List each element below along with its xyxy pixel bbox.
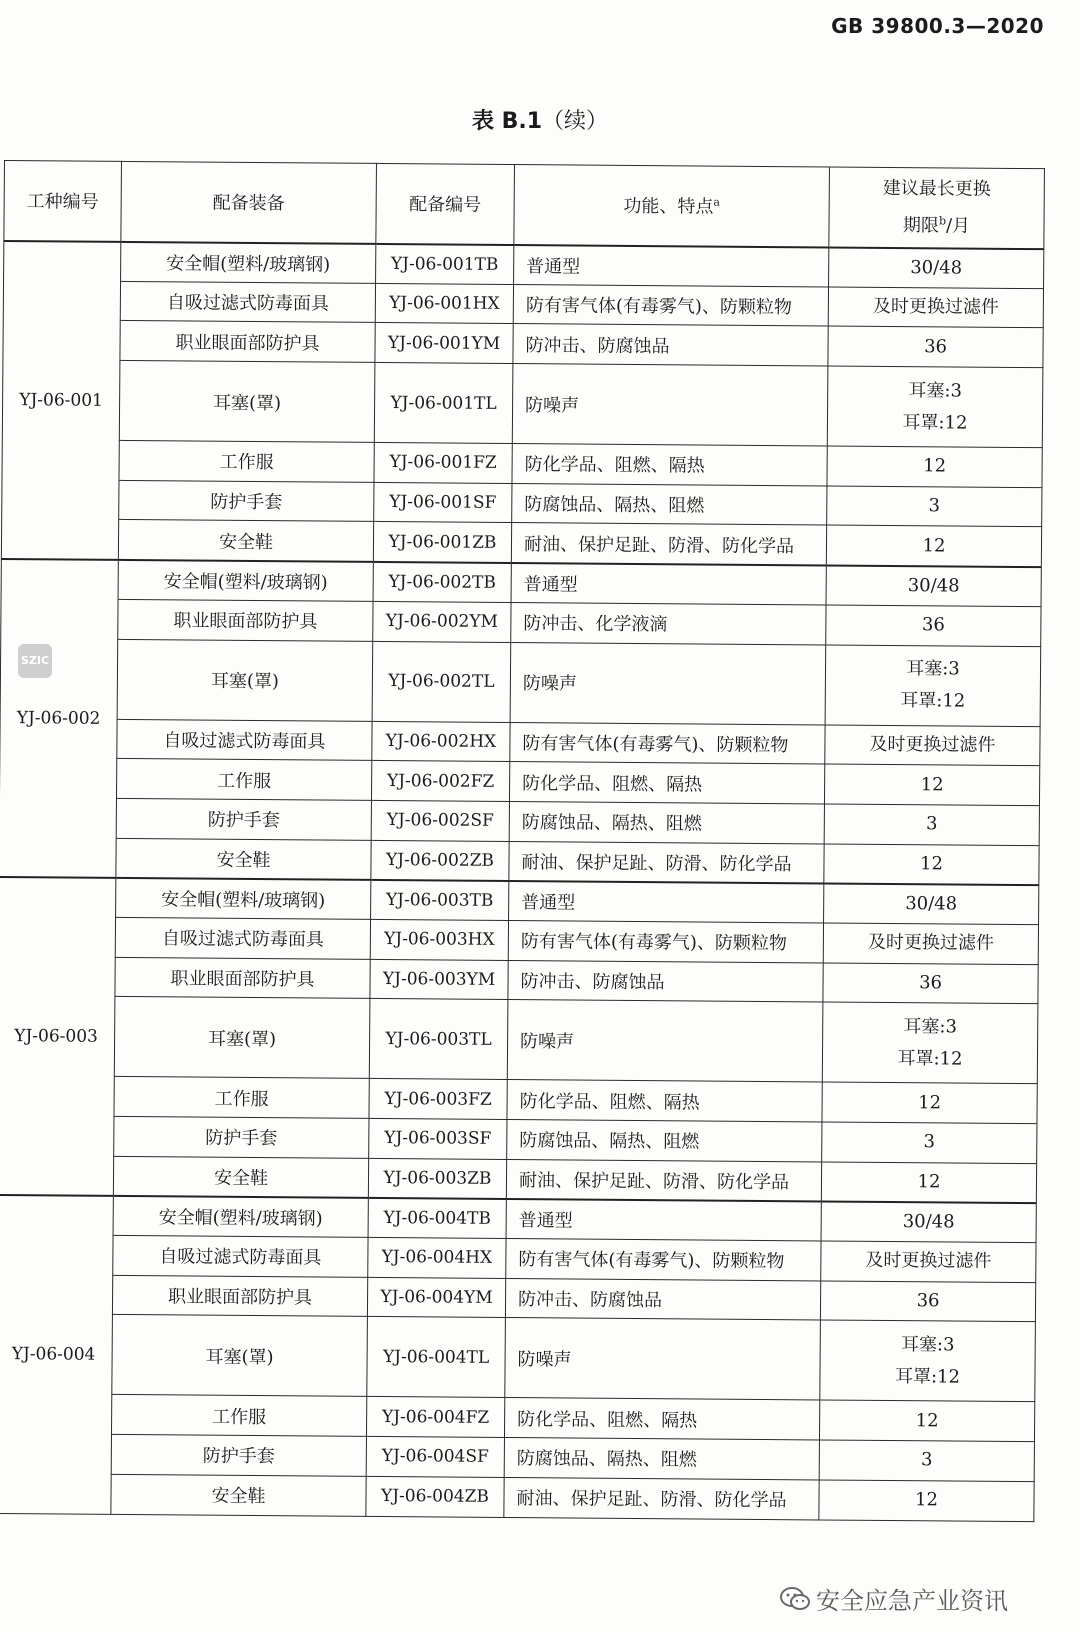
item-code-cell: YJ-06-001YM	[375, 323, 513, 364]
item-code-cell: YJ-06-001FZ	[374, 442, 512, 483]
equipment-cell: 自吸过滤式防毒面具	[120, 281, 375, 323]
equipment-cell: 防护手套	[119, 480, 374, 522]
cycle-value: 3	[920, 1449, 933, 1471]
equipment-table-wrapper	[0, 160, 1044, 1522]
cycle-value: 12	[918, 1091, 942, 1114]
function-cell: 防化学品、阻燃、隔热	[504, 1398, 819, 1440]
function-cell: 防化学品、阻燃、隔热	[507, 1080, 822, 1122]
stamp-logo: SZIC	[18, 644, 52, 678]
item-code-cell: YJ-06-002YM	[373, 601, 511, 642]
item-code-cell: YJ-06-002TL	[372, 641, 511, 722]
cycle-cell	[824, 804, 1039, 845]
function-cell: 防腐蚀品、隔热、阻燃	[507, 1119, 822, 1161]
cycle-value: 36	[921, 614, 945, 636]
table-body	[0, 241, 1044, 1522]
item-code-cell: YJ-06-002ZB	[371, 840, 509, 881]
item-code-cell: YJ-06-004SF	[366, 1437, 504, 1478]
table-row	[0, 996, 1038, 1084]
watermark	[780, 1581, 1008, 1616]
equipment-cell: 安全鞋	[111, 1474, 366, 1516]
equipment-cell: 工作服	[116, 759, 371, 801]
cycle-value: 12	[922, 534, 946, 556]
cycle-value: 12	[914, 1489, 939, 1511]
function-cell: 防冲击、防腐蚀品	[505, 1278, 820, 1320]
header-cycle-line1: 建议最长更换	[882, 177, 991, 200]
cycle-value: 耳塞:3	[900, 1334, 955, 1356]
equipment-cell: 工作服	[119, 440, 374, 482]
cycle-value: 12	[920, 773, 944, 795]
function-cell: 防腐蚀品、隔热、阻燃	[504, 1438, 819, 1480]
equipment-cell: 耳塞(罩)	[114, 997, 370, 1079]
table-row	[0, 1314, 1035, 1402]
cycle-cell	[824, 764, 1039, 805]
equipment-cell: 防护手套	[114, 1116, 369, 1158]
cycle-cell	[827, 486, 1042, 527]
cycle-cell	[828, 287, 1043, 328]
item-code-cell: YJ-06-004YM	[367, 1277, 505, 1318]
item-code-cell: YJ-06-004TL	[367, 1317, 506, 1398]
function-cell: 防冲击、化学液滴	[511, 602, 826, 644]
cycle-value: 3	[925, 813, 938, 835]
item-code-cell: YJ-06-001HX	[375, 283, 513, 324]
cycle-value: 耳罩:12	[894, 1365, 961, 1388]
cycle-value: 耳塞:3	[906, 658, 960, 680]
item-code-cell: YJ-06-003FZ	[369, 1079, 507, 1120]
header-item-code: 配备编号	[376, 163, 515, 244]
table-row	[2, 360, 1043, 448]
equipment-cell: 耳塞(罩)	[119, 360, 375, 442]
cycle-cell	[825, 644, 1041, 726]
equipment-cell: 安全帽(塑料/玻璃钢)	[113, 1196, 368, 1238]
cycle-value: 耳罩:12	[897, 1047, 963, 1070]
item-code-cell: YJ-06-004HX	[368, 1237, 506, 1278]
item-code-cell: YJ-06-001SF	[374, 482, 512, 523]
header-cycle-line2	[835, 204, 1037, 243]
equipment-table	[0, 160, 1045, 1522]
table-caption-suffix: （续）	[542, 109, 609, 134]
equipment-cell: 职业眼面部防护具	[112, 1275, 367, 1317]
function-cell: 防有害气体(有毒雾气)、防颗粒物	[513, 284, 828, 326]
equipment-cell: 自吸过滤式防毒面具	[115, 917, 370, 959]
header-cycle-note: b	[938, 214, 947, 228]
equipment-cell: 安全鞋	[118, 520, 373, 562]
cycle-value: 30/48	[905, 892, 958, 915]
group-code-cell: YJ-06-002	[0, 559, 118, 878]
cycle-value: 36	[924, 335, 948, 358]
header-cycle-line2-pre: 期限	[902, 214, 940, 237]
header-equipment: 配备装备	[121, 161, 377, 243]
function-cell: 耐油、保护足趾、防滑、防化学品	[506, 1159, 821, 1201]
function-cell: 防噪声	[507, 1000, 823, 1082]
function-cell: 普通型	[506, 1199, 821, 1241]
cycle-value: 30/48	[910, 256, 963, 279]
cycle-cell	[823, 923, 1038, 964]
function-cell: 普通型	[511, 563, 826, 605]
cycle-cell	[821, 1201, 1036, 1242]
equipment-cell: 安全帽(塑料/玻璃钢)	[121, 241, 376, 283]
function-cell: 防噪声	[510, 642, 826, 724]
cycle-cell	[822, 1002, 1038, 1084]
item-code-cell: YJ-06-003SF	[369, 1118, 507, 1159]
cycle-value: 36	[919, 972, 943, 994]
cycle-value: 及时更换过滤件	[865, 1250, 992, 1273]
cycle-value: 30/48	[907, 574, 960, 597]
item-code-cell: YJ-06-003ZB	[368, 1158, 506, 1199]
cycle-cell	[822, 1122, 1037, 1163]
equipment-cell: 防护手套	[116, 798, 371, 840]
table-caption	[0, 104, 1080, 135]
cycle-cell	[828, 326, 1043, 367]
function-cell: 防有害气体(有毒雾气)、防颗粒物	[510, 722, 825, 764]
function-cell: 防化学品、阻燃、隔热	[509, 762, 824, 804]
function-cell: 耐油、保护足趾、防滑、防化学品	[511, 523, 826, 565]
cycle-value: 3	[928, 495, 941, 517]
item-code-cell: YJ-06-002HX	[372, 721, 510, 762]
cycle-cell	[821, 1241, 1036, 1282]
cycle-cell	[824, 844, 1039, 885]
function-cell: 防噪声	[512, 364, 828, 446]
item-code-cell: YJ-06-001TL	[374, 362, 513, 443]
cycle-cell	[826, 565, 1041, 606]
group-code-cell: YJ-06-004	[0, 1195, 113, 1514]
cycle-cell	[820, 1281, 1035, 1322]
cycle-cell	[822, 1082, 1037, 1123]
equipment-cell: 自吸过滤式防毒面具	[113, 1235, 368, 1277]
item-code-cell: YJ-06-001ZB	[373, 522, 511, 563]
function-cell: 防有害气体(有毒雾气)、防颗粒物	[506, 1239, 821, 1281]
table-row	[0, 1473, 1034, 1521]
header-cycle-line2-post: /月	[945, 215, 971, 237]
equipment-cell: 工作服	[114, 1077, 369, 1119]
item-code-cell: YJ-06-003YM	[370, 959, 508, 1000]
table-row	[0, 638, 1041, 726]
item-code-cell: YJ-06-003TL	[369, 999, 508, 1080]
cycle-value: 36	[916, 1290, 940, 1312]
cycle-cell	[819, 1400, 1034, 1441]
item-code-cell: YJ-06-002SF	[371, 800, 509, 841]
cycle-cell	[826, 525, 1041, 566]
function-cell: 耐油、保护足趾、防滑、防化学品	[509, 841, 824, 883]
cycle-cell	[825, 724, 1040, 765]
function-cell: 防冲击、防腐蚀品	[513, 324, 828, 366]
item-code-cell: YJ-06-001TB	[376, 243, 514, 284]
header-group-code: 工种编号	[4, 161, 122, 242]
cycle-cell	[820, 1320, 1036, 1402]
equipment-cell: 防护手套	[111, 1435, 366, 1477]
cycle-value: 耳塞:3	[908, 379, 963, 402]
equipment-cell: 安全鞋	[116, 838, 371, 880]
standard-code: GB 39800.3—2020	[831, 14, 1044, 38]
cycle-value: 3	[923, 1131, 936, 1153]
cycle-value: 12	[915, 1409, 939, 1432]
function-cell: 普通型	[514, 245, 829, 287]
item-code-cell: YJ-06-004TB	[368, 1198, 506, 1239]
equipment-cell: 耳塞(罩)	[117, 639, 373, 721]
header-function-note: a	[713, 195, 721, 209]
equipment-cell: 安全帽(塑料/玻璃钢)	[116, 878, 371, 920]
function-cell: 防冲击、防腐蚀品	[508, 960, 823, 1002]
function-cell: 防有害气体(有毒雾气)、防颗粒物	[508, 920, 823, 962]
cycle-value: 12	[919, 852, 944, 875]
cycle-cell	[819, 1440, 1034, 1481]
equipment-cell: 安全帽(塑料/玻璃钢)	[118, 560, 373, 602]
item-code-cell: YJ-06-003HX	[370, 919, 508, 960]
equipment-cell: 耳塞(罩)	[112, 1315, 368, 1397]
function-cell: 普通型	[509, 881, 824, 923]
cycle-value: 12	[917, 1170, 941, 1193]
group-code-cell: YJ-06-001	[1, 241, 120, 560]
cycle-cell	[819, 1480, 1034, 1521]
cycle-value: 耳罩:12	[900, 690, 966, 712]
item-code-cell: YJ-06-003TB	[371, 880, 509, 921]
equipment-cell: 职业眼面部防护具	[115, 957, 370, 999]
equipment-cell: 职业眼面部防护具	[118, 599, 373, 641]
watermark-text: 安全应急产业资讯	[816, 1587, 1008, 1615]
function-cell: 防腐蚀品、隔热、阻燃	[512, 483, 827, 525]
item-code-cell: YJ-06-004FZ	[366, 1397, 504, 1438]
cycle-cell	[824, 883, 1039, 924]
cycle-value: 及时更换过滤件	[867, 932, 994, 955]
header-cycle	[829, 167, 1045, 249]
cycle-value: 及时更换过滤件	[872, 295, 999, 318]
table-caption-label: 表 B.1	[471, 109, 543, 134]
cycle-cell	[821, 1162, 1036, 1203]
equipment-cell: 安全鞋	[113, 1156, 368, 1198]
function-cell: 防腐蚀品、隔热、阻燃	[509, 801, 824, 843]
cycle-cell	[829, 247, 1044, 288]
header-function-label: 功能、特点	[623, 196, 714, 218]
group-code-cell: YJ-06-003	[0, 877, 116, 1196]
item-code-cell: YJ-06-002TB	[373, 562, 511, 603]
table-header-row	[4, 161, 1045, 249]
item-code-cell: YJ-06-004ZB	[366, 1476, 504, 1517]
header-function	[514, 165, 830, 247]
cycle-cell	[823, 963, 1038, 1004]
cycle-cell	[827, 366, 1043, 448]
cycle-value: 12	[923, 455, 947, 477]
item-code-cell: YJ-06-002FZ	[371, 761, 509, 802]
cycle-value: 耳塞:3	[903, 1015, 958, 1038]
function-cell: 防化学品、阻燃、隔热	[512, 444, 827, 486]
function-cell: 耐油、保护足趾、防滑、防化学品	[504, 1477, 819, 1519]
cycle-value: 及时更换过滤件	[869, 733, 996, 756]
cycle-cell	[827, 446, 1042, 487]
cycle-value: 耳罩:12	[902, 411, 968, 434]
cycle-cell	[826, 605, 1041, 646]
equipment-cell: 职业眼面部防护具	[120, 321, 375, 363]
function-cell: 防噪声	[505, 1318, 821, 1400]
wechat-icon	[780, 1586, 810, 1612]
equipment-cell: 工作服	[111, 1395, 366, 1437]
equipment-cell: 自吸过滤式防毒面具	[117, 719, 372, 761]
cycle-value: 30/48	[902, 1211, 955, 1233]
